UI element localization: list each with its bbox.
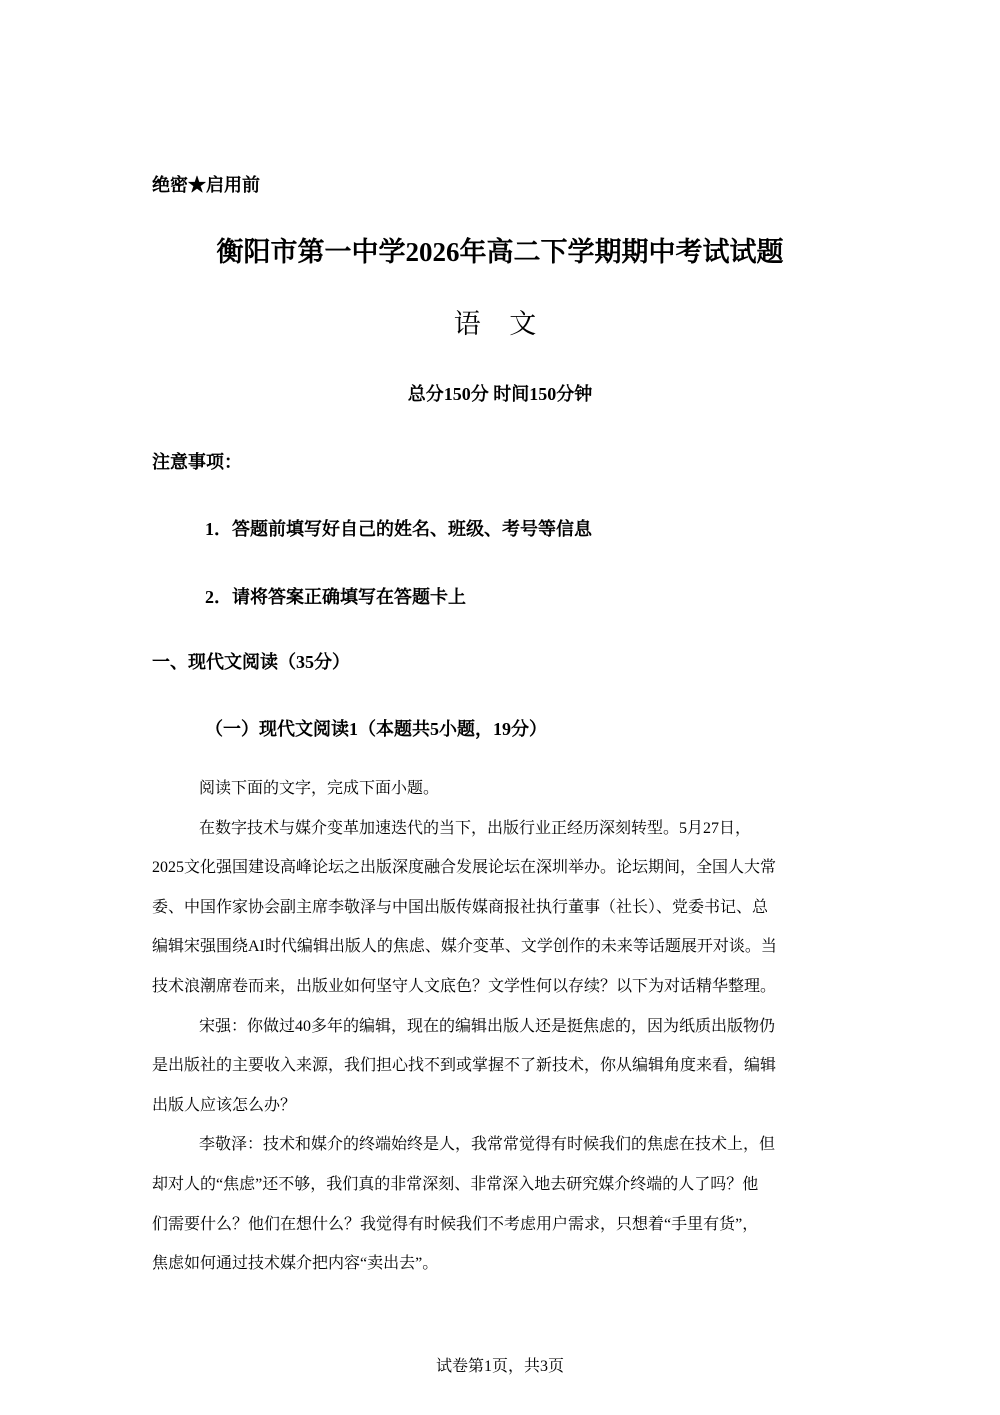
passage-line: 编辑宋强围绕AI时代编辑出版人的焦虑、媒介变革、文学创作的未来等话题展开对谈。当	[152, 938, 777, 956]
passage-line: 焦虑如何通过技术媒介把内容“卖出去”。	[152, 1255, 439, 1273]
notice-item: 2．请将答案正确填写在答题卡上	[205, 587, 466, 607]
passage-line: 2025文化强国建设高峰论坛之出版深度融合发展论坛在深圳举办。论坛期间，全国人大常	[152, 859, 777, 877]
passage-line: 出版人应该怎么办？	[152, 1096, 297, 1114]
passage-line: 宋强：你做过40多年的编辑，现在的编辑出版人还是挺焦虑的，因为纸质出版物仍	[199, 1017, 776, 1035]
passage-line: 技术浪潮席卷而来，出版业如何坚守人文底色？文学性何以存续？以下为对话精华整理。	[152, 977, 777, 995]
notice-heading: 注意事项：	[152, 452, 242, 472]
section-heading: 一、现代文阅读（35分）	[152, 652, 350, 672]
passage-line: 委、中国作家协会副主席李敬泽与中国出版传媒商报社执行董事（社长）、党委书记、总	[152, 898, 769, 916]
exam-title: 衡阳市第一中学2026年高二下学期期中考试试题	[216, 237, 784, 267]
notice-item: 1．答题前填写好自己的姓名、班级、考号等信息	[205, 519, 592, 539]
passage-line: 们需要什么？他们在想什么？我觉得有时候我们不考虑用户需求，只想着“手里有货”，	[152, 1215, 759, 1233]
secret-mark: 绝密★启用前	[152, 175, 260, 195]
subsection-heading: （一）现代文阅读1（本题共5小题，19分）	[205, 719, 547, 739]
passage-line: 在数字技术与媒介变革加速迭代的当下，出版行业正经历深刻转型。5月27日，	[199, 819, 752, 837]
passage-line: 阅读下面的文字，完成下面小题。	[199, 780, 440, 797]
passage-line: 却对人的“焦虑”还不够，我们真的非常深刻、非常深入地去研究媒介终端的人了吗？他	[152, 1175, 759, 1193]
score-time-info: 总分150分 时间150分钟	[407, 384, 593, 404]
passage-line: 是出版社的主要收入来源，我们担心找不到或掌握不了新技术，你从编辑角度来看，编辑	[152, 1057, 777, 1075]
passage-line: 李敬泽：技术和媒介的终端始终是人，我常常觉得有时候我们的焦虑在技术上，但	[199, 1136, 776, 1154]
page-footer: 试卷第1页，共3页	[435, 1358, 564, 1375]
subject-title: 语 文	[453, 309, 547, 340]
reading-passage	[152, 769, 852, 1284]
